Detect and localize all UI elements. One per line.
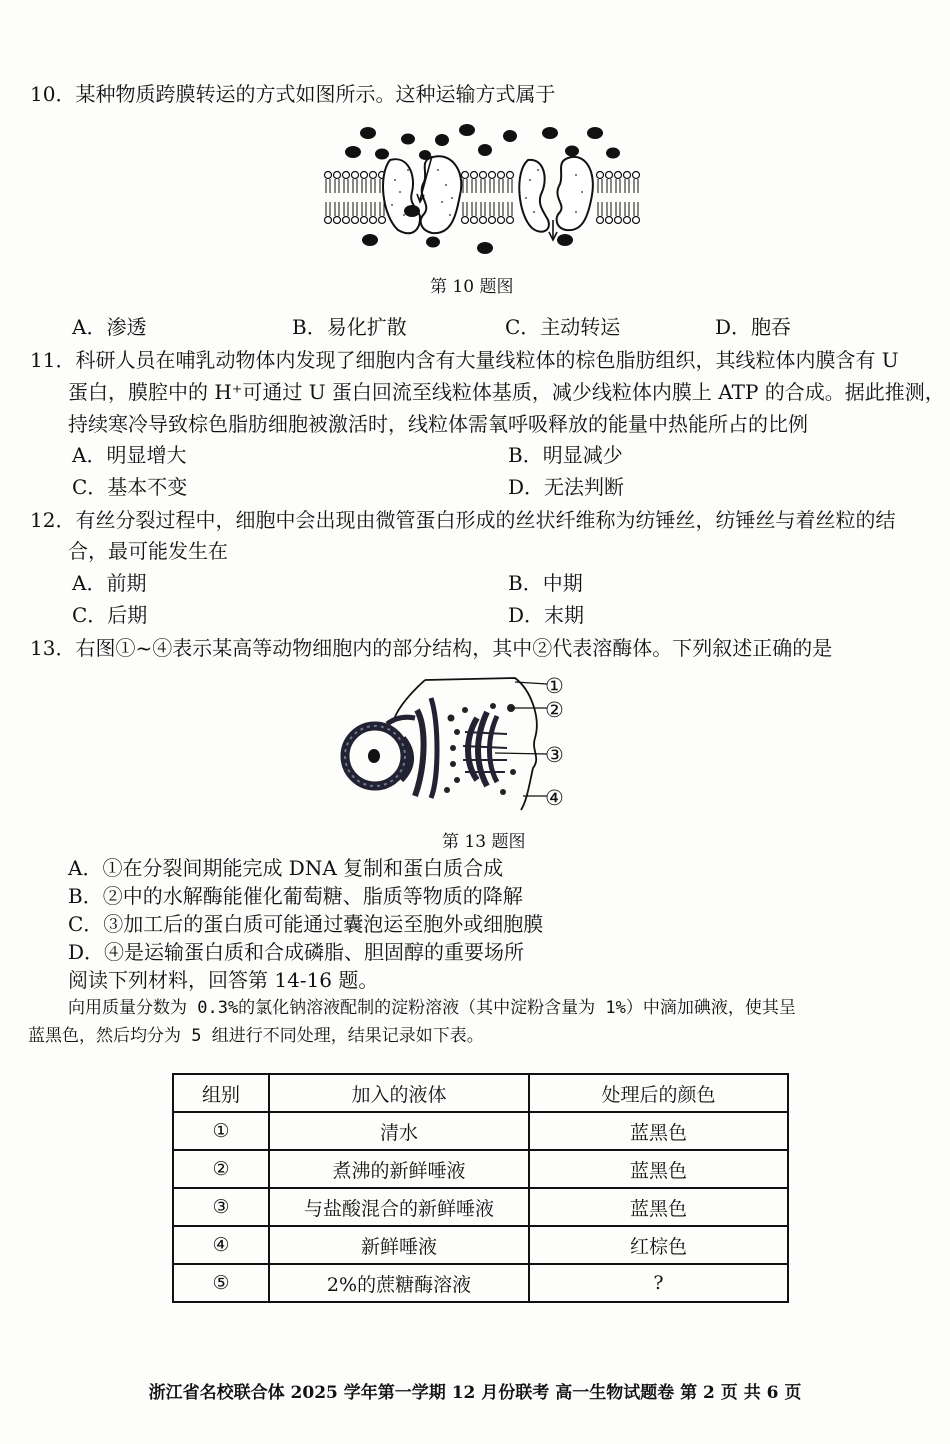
q10-option-c: C．主动转运	[505, 315, 621, 339]
q12-option-a: A．前期	[72, 571, 147, 595]
figure-label-3: ③	[545, 743, 564, 767]
results-table	[172, 1073, 789, 1303]
table-cell: 2%的蔗糖酶溶液	[269, 1264, 529, 1302]
q11-option-d: D．无法判断	[508, 475, 625, 499]
q13-stem: 13．右图①~④表示某高等动物细胞内的部分结构，其中②代表溶酶体。下列叙述正确的是	[30, 636, 833, 660]
table-header-color: 处理后的颜色	[529, 1074, 788, 1112]
q10-option-d: D．胞吞	[715, 315, 792, 339]
q13-option-c: C．③加工后的蛋白质可能通过囊泡运至胞外或细胞膜	[68, 912, 544, 936]
q12-stem-line-2: 合，最可能发生在	[68, 539, 228, 563]
table-header-group: 组别	[173, 1074, 269, 1112]
q11-option-b: B．明显减少	[508, 443, 623, 467]
table-row	[173, 1264, 788, 1302]
membrane-transport-figure	[320, 120, 650, 260]
q13-option-b: B．②中的水解酶能催化葡萄糖、脂质等物质的降解	[68, 884, 523, 908]
table-cell: 与盐酸混合的新鲜唾液	[269, 1188, 529, 1226]
q13-option-d: D．④是运输蛋白质和合成磷脂、胆固醇的重要场所	[68, 940, 525, 964]
figure-label-2: ②	[545, 698, 564, 722]
table-cell: 煮沸的新鲜唾液	[269, 1150, 529, 1188]
page-footer: 浙江省名校联合体 2025 学年第一学期 12 月份联考 高一生物试题卷 第 2 页 共 6 页	[148, 1383, 802, 1403]
q11-stem-line-3: 持续寒冷导致棕色脂肪细胞被激活时，线粒体需氧呼吸释放的能量中热能所占的比例	[68, 412, 808, 436]
table-cell: ①	[173, 1112, 269, 1150]
q10-stem: 10．某种物质跨膜转运的方式如图所示。这种运输方式属于	[30, 82, 556, 106]
q13-caption: 第 13 题图	[442, 832, 526, 852]
table-row	[173, 1150, 788, 1188]
q12-stem-line-1: 12．有丝分裂过程中，细胞中会出现由微管蛋白形成的丝状纤维称为纺锤丝，纺锤丝与着丝粒的结	[30, 508, 896, 532]
table-header-liquid: 加入的液体	[269, 1074, 529, 1112]
table-cell: 蓝黑色	[529, 1112, 788, 1150]
table-header-row	[173, 1074, 788, 1112]
table-row	[173, 1112, 788, 1150]
q10-option-a: A．渗透	[72, 315, 147, 339]
table-cell: ④	[173, 1226, 269, 1264]
table-cell: ⑤	[173, 1264, 269, 1302]
figure-label-1: ①	[545, 674, 564, 698]
material-para-line-2: 蓝黑色，然后均分为 5 组进行不同处理，结果记录如下表。	[28, 1026, 484, 1046]
q12-option-c: C．后期	[72, 603, 148, 627]
table-row	[173, 1188, 788, 1226]
table-cell: 蓝黑色	[529, 1150, 788, 1188]
table-cell: 新鲜唾液	[269, 1226, 529, 1264]
table-cell: 蓝黑色	[529, 1188, 788, 1226]
q10-caption: 第 10 题图	[430, 277, 514, 297]
material-para-line-1: 向用质量分数为 0.3%的氯化钠溶液配制的淀粉溶液（其中淀粉含量为 1%）中滴加碘液，使其呈	[68, 998, 796, 1018]
material-intro: 阅读下列材料，回答第 14-16 题。	[68, 968, 379, 992]
q11-stem-line-2: 蛋白，膜腔中的 H⁺可通过 U 蛋白回流至线粒体基质，减少线粒体内膜上 ATP 的合成。据此推测，	[68, 380, 945, 404]
figure-label-4: ④	[545, 786, 564, 810]
q10-option-b: B．易化扩散	[292, 315, 407, 339]
q12-option-d: D．末期	[508, 603, 585, 627]
table-cell: 红棕色	[529, 1226, 788, 1264]
table-cell: 清水	[269, 1112, 529, 1150]
table-row	[173, 1226, 788, 1264]
q11-stem-line-1: 11．科研人员在哺乳动物体内发现了细胞内含有大量线粒体的棕色脂肪组织，其线粒体内膜含有 U	[30, 348, 899, 372]
cell-structure-figure	[335, 668, 580, 818]
table-cell: ②	[173, 1150, 269, 1188]
table-cell: ?	[529, 1264, 788, 1302]
q11-option-c: C．基本不变	[72, 475, 188, 499]
q13-option-a: A．①在分裂间期能完成 DNA 复制和蛋白质合成	[68, 856, 504, 880]
q12-option-b: B．中期	[508, 571, 583, 595]
table-cell: ③	[173, 1188, 269, 1226]
q11-option-a: A．明显增大	[72, 443, 187, 467]
